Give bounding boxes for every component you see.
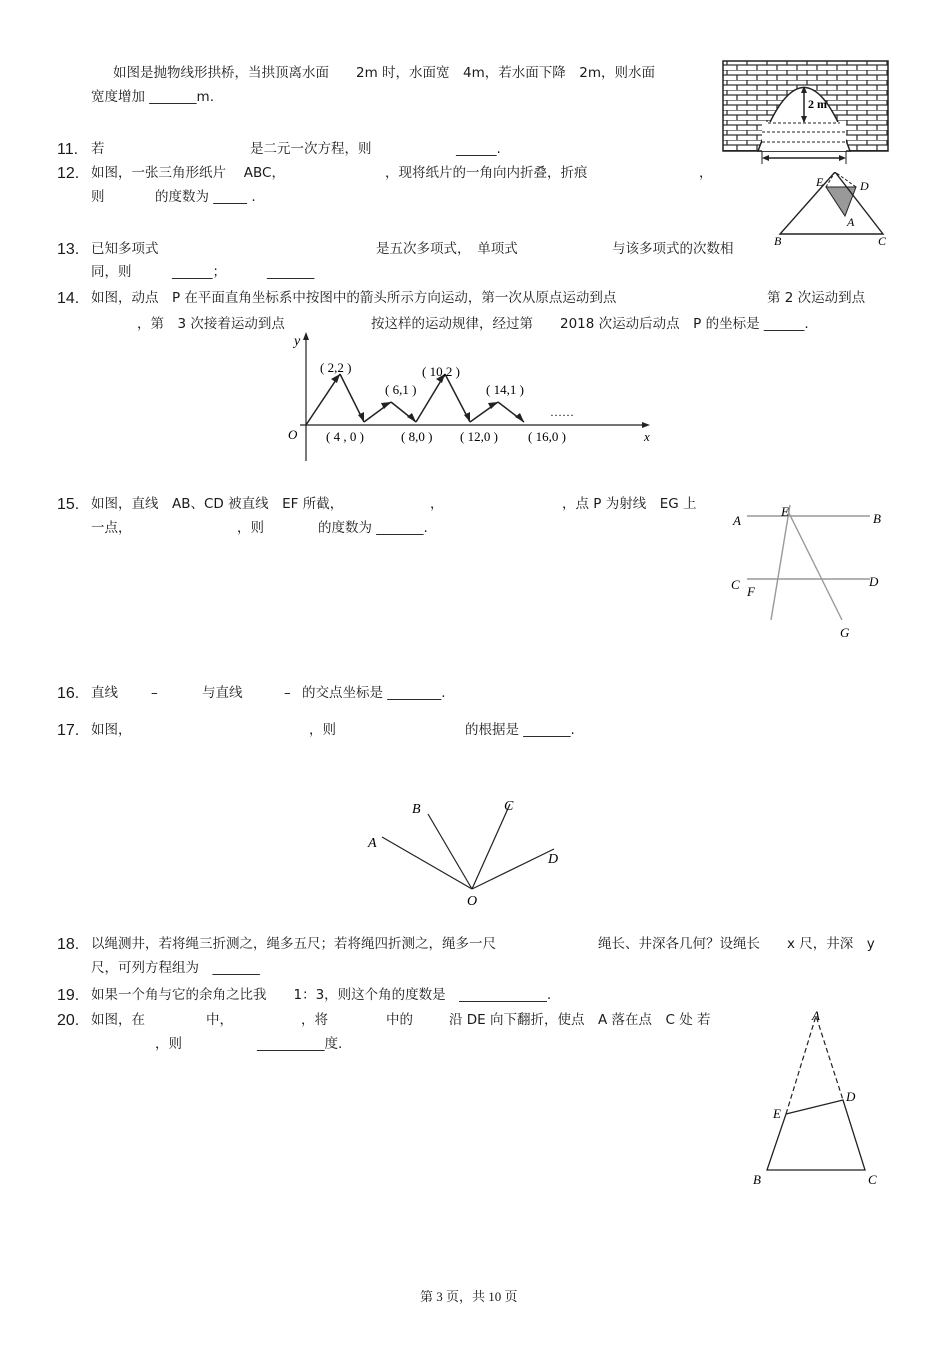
fold2-label-a: A	[812, 1008, 820, 1023]
page-footer: 第 3 页，共 10 页	[420, 1289, 518, 1304]
bridge-figure	[722, 60, 890, 168]
coordinate-path-figure	[280, 328, 660, 468]
point-label-6-1: ( 6,1 )	[385, 382, 417, 397]
q16-text-a: 直线	[91, 685, 118, 701]
q10-line1: 如图是抛物线形拱桥，当拱顶离水面 2m 时，水面宽 4m，若水面下降 2m，则水面	[113, 65, 656, 81]
fold-label-e: E	[816, 175, 824, 189]
point-label-16-0: ( 16,0 )	[528, 429, 566, 444]
q13-text-b: 是五次多项式， 单项式	[376, 241, 518, 257]
q10-line2: 宽度增加 _______m.	[91, 89, 214, 105]
point-label-10-2: ( 10,2 )	[422, 364, 460, 379]
q18-number: 18.	[57, 936, 80, 953]
q15-number: 15.	[57, 496, 80, 513]
q11-text-b: 是二元一次方程，则	[250, 141, 372, 157]
fold2-label-e: E	[773, 1106, 781, 1121]
point-label-2-2: ( 2,2 )	[320, 360, 352, 375]
fold-label-d: D	[860, 179, 869, 193]
q15-line1-c: ，点 P 为射线 EG 上	[562, 496, 697, 512]
q15-line2-c: 的度数为 _______.	[318, 520, 428, 536]
q19-number: 19.	[57, 987, 80, 1004]
q14-number: 14.	[57, 290, 80, 307]
q20-line2-a: ，则	[155, 1036, 182, 1052]
q20-line1-c: ，将	[301, 1012, 328, 1028]
q13-blank-1: ______；	[172, 264, 226, 280]
point-label-8-0: ( 8,0 )	[401, 429, 433, 444]
q12-line1-c: ，	[699, 165, 713, 181]
fold2-label-b: B	[753, 1172, 761, 1187]
q20-number: 20.	[57, 1012, 80, 1029]
angle-label-d: D	[548, 852, 559, 867]
parallel-label-d: D	[869, 574, 879, 589]
axis-y-label: y	[294, 334, 301, 349]
angle-label-c: C	[504, 799, 514, 814]
q17-number: 17.	[57, 722, 80, 739]
q19-text: 如果一个角与它的余角之比我 1：3，则这个角的度数是 _____________.	[91, 987, 552, 1003]
q17-text-a: 如图，	[91, 722, 132, 738]
parallel-label-a: A	[733, 513, 741, 528]
q11-blank: ______.	[456, 141, 501, 157]
q14-line2-a: ，第 3 次接着运动到点	[137, 316, 285, 332]
q13-text-c: 与该多项式的次数相	[612, 241, 734, 257]
q13-number: 13.	[57, 241, 80, 258]
q16-number: 16.	[57, 685, 80, 702]
point-label-4-0: ( 4 , 0 )	[326, 429, 364, 444]
origin-label: O	[288, 427, 298, 442]
q14-line2-b: 按这样的运动规律，经过第 2018 次运动后动点 P 的坐标是 ______.	[371, 316, 809, 332]
q17-text-c: 的根据是 _______.	[465, 722, 575, 738]
q15-line2-b: ，则	[237, 520, 264, 536]
point-label-12-0: ( 12,0 )	[460, 429, 498, 444]
q18-line2: 尺，可列方程组为 _______	[91, 960, 260, 976]
q11-text-a: 若	[91, 141, 105, 157]
q12-number: 12.	[57, 165, 80, 182]
path-ellipsis: ……	[550, 405, 574, 419]
fold-label-b: B	[774, 234, 782, 248]
q18-line1-a: 以绳测井，若将绳三折测之，绳多五尺；若将绳四折测之，绳多一尺	[91, 936, 496, 952]
axis-x-label: x	[644, 429, 650, 444]
q12-line2-a: 则	[91, 189, 105, 205]
q13-blank-2: _______	[267, 264, 315, 280]
q15-line1-a: 如图，直线 AB、CD 被直线 EF 所截，	[91, 496, 344, 512]
q20-line2-b: __________度.	[257, 1036, 343, 1052]
fold-label-a: A	[847, 215, 855, 229]
q12-line2-b: 的度数为 _____ .	[155, 189, 256, 205]
folded-triangle-figure	[770, 172, 895, 250]
q11-number: 11.	[57, 141, 79, 158]
fold-triangle-figure	[745, 1000, 890, 1195]
parallel-label-g: G	[840, 625, 850, 640]
q14-line1-b: 第 2 次运动到点	[767, 290, 866, 306]
q20-line1-e: 沿 DE 向下翻折，使点 A 落在点 C 处 若	[449, 1012, 711, 1028]
q17-text-b: ，则	[309, 722, 336, 738]
fold-label-c: C	[878, 234, 887, 248]
angle-label-a: A	[368, 836, 377, 851]
q15-line2-a: 一点，	[91, 520, 132, 536]
angle-label-b: B	[412, 802, 421, 817]
q16-dash-1: –	[151, 685, 158, 701]
angles-figure	[360, 792, 570, 910]
parallel-label-c: C	[731, 577, 740, 592]
bridge-height-label: 2 m	[808, 97, 827, 111]
parallel-label-f: F	[747, 584, 755, 599]
q12-line1-b: ，现将纸片的一角向内折叠，折痕	[385, 165, 588, 181]
q13-text-a: 已知多项式	[91, 241, 159, 257]
q20-line1-a: 如图，在	[91, 1012, 145, 1028]
fold2-label-c: C	[868, 1172, 877, 1187]
q18-line1-b: 绳长、井深各几何？设绳长 x 尺，井深 y	[598, 936, 875, 952]
q20-line1-b: 中，	[206, 1012, 233, 1028]
fold2-label-d: D	[846, 1089, 856, 1104]
q15-line1-b: ，	[430, 496, 444, 512]
q16-text-c: 的交点坐标是 ________.	[302, 685, 446, 701]
q20-line1-d: 中的	[386, 1012, 413, 1028]
q13-line2-a: 同，则	[91, 264, 132, 280]
q16-dash-2: –	[284, 685, 291, 701]
q16-text-b: 与直线	[202, 685, 243, 701]
parallel-label-e: E	[781, 504, 789, 519]
point-label-14-1: ( 14,1 )	[486, 382, 524, 397]
angle-label-o: O	[467, 894, 478, 909]
parallel-label-b: B	[873, 511, 881, 526]
parallel-lines-figure	[725, 495, 895, 650]
q14-line1-a: 如图，动点 P 在平面直角坐标系中按图中的箭头所示方向运动，第一次从原点运动到点	[91, 290, 617, 306]
q12-line1-a: 如图，一张三角形纸片 ABC，	[91, 165, 285, 181]
